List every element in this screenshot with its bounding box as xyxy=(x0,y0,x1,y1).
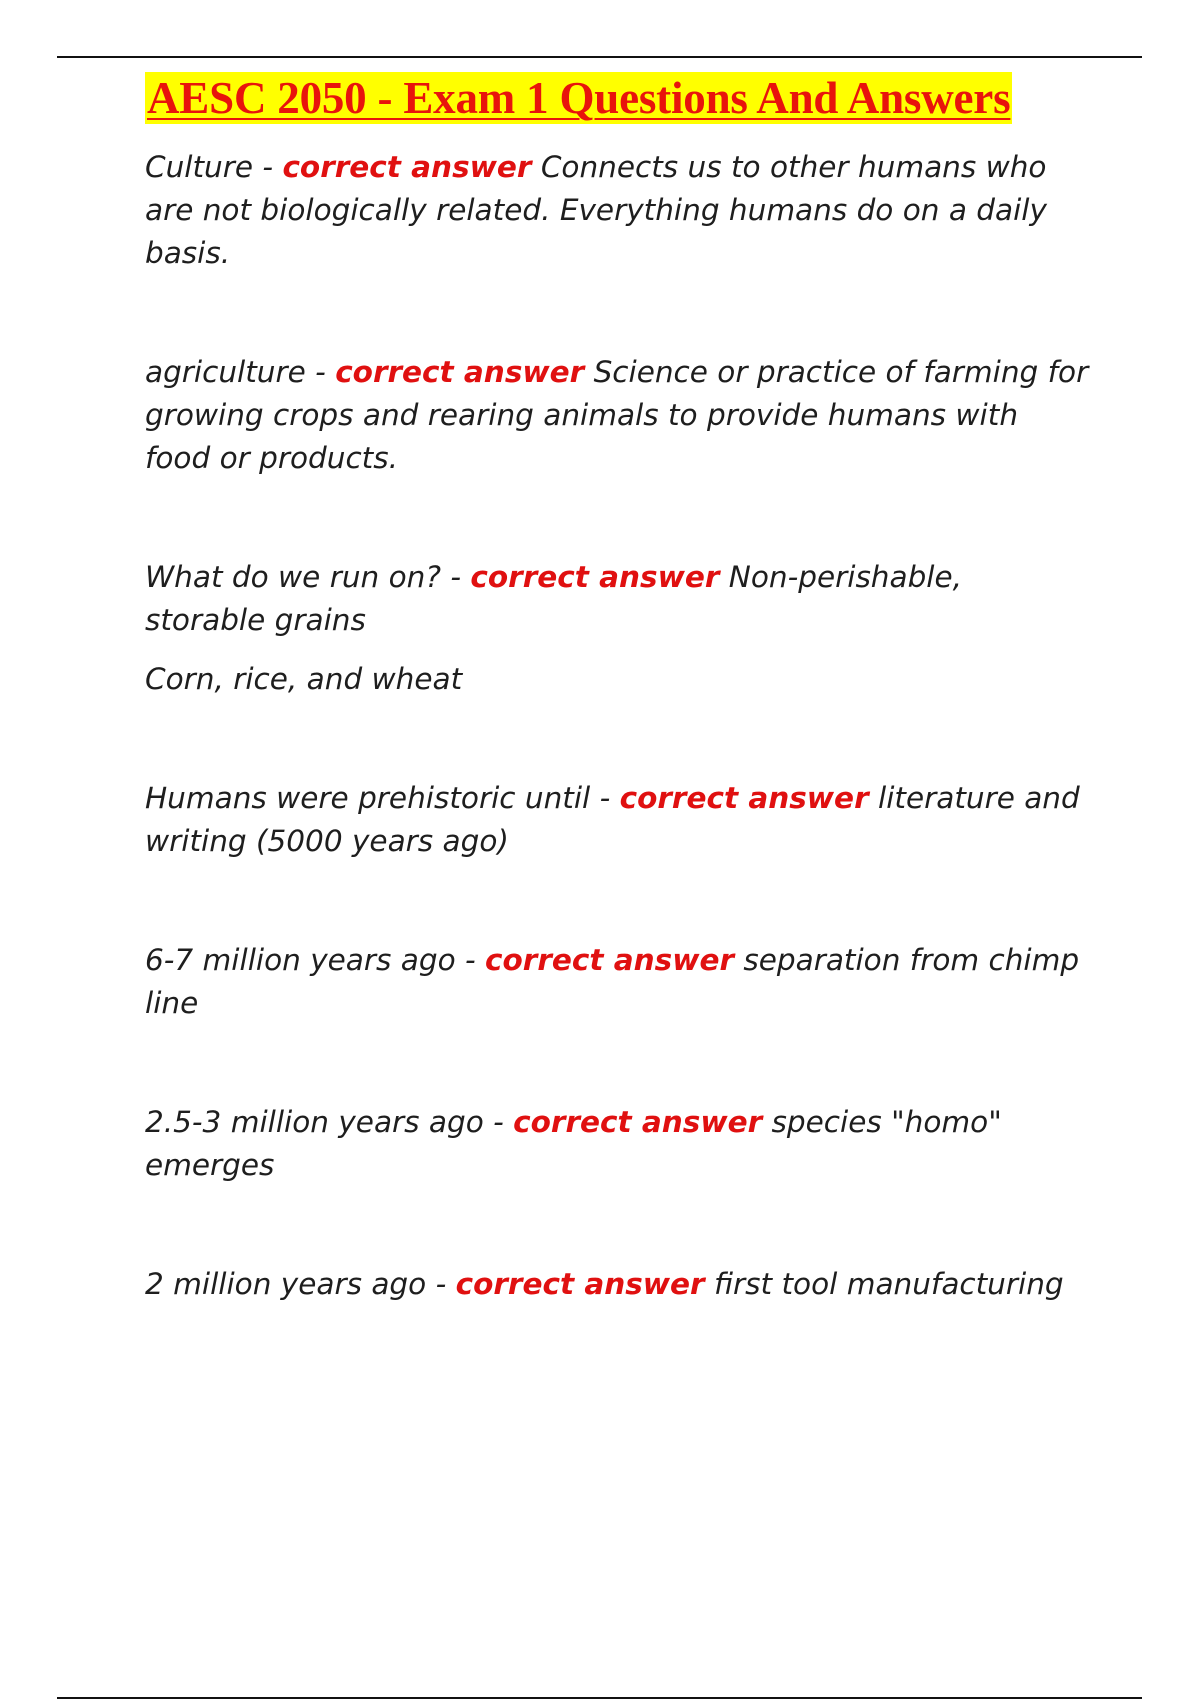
answer-text: species "homo" emerges xyxy=(145,1105,1002,1182)
qa-text xyxy=(145,777,1090,863)
qa-item-6-7-million xyxy=(145,939,1090,1025)
answer-text: Science or practice of farming for growing crops and rearing animals to provide humans with food or products. xyxy=(145,355,1089,475)
question-text: 2 million years ago - xyxy=(145,1267,456,1301)
answer-extra-line: Corn, rice, and wheat xyxy=(145,662,463,696)
qa-item-2-million xyxy=(145,1263,1090,1306)
question-text: Humans were prehistoric until - xyxy=(145,781,620,815)
question-text: 6-7 million years ago - xyxy=(145,943,486,977)
qa-text xyxy=(145,1263,1090,1306)
qa-text xyxy=(145,146,1090,275)
correct-answer-label: correct answer xyxy=(282,150,532,184)
page-title: AESC 2050 - Exam 1 Questions And Answers xyxy=(147,73,1011,123)
correct-answer-label: correct answer xyxy=(513,1105,763,1139)
qa-text xyxy=(145,556,1090,642)
qa-item-2-5-3-million xyxy=(145,1101,1090,1187)
answer-text: first tool manufacturing xyxy=(704,1267,1064,1301)
question-text: agriculture - xyxy=(145,355,336,389)
top-rule xyxy=(57,56,1142,58)
question-text: What do we run on? - xyxy=(145,560,471,594)
answer-text: Non-perishable, storable grains xyxy=(145,560,963,637)
answer-text: separation from chimp line xyxy=(145,943,1080,1020)
qa-text xyxy=(145,1101,1090,1187)
qa-text xyxy=(145,939,1090,1025)
correct-answer-label: correct answer xyxy=(485,943,735,977)
correct-answer-label: correct answer xyxy=(470,560,720,594)
answer-text: literature and writing (5000 years ago) xyxy=(145,781,1080,858)
qa-text xyxy=(145,351,1090,480)
qa-item-prehistoric xyxy=(145,777,1090,863)
qa-item-agriculture xyxy=(145,351,1090,480)
qa-item-what-do-we-run-on xyxy=(145,556,1090,701)
correct-answer-label: correct answer xyxy=(455,1267,705,1301)
qa-item-culture xyxy=(145,146,1090,275)
question-text: Culture - xyxy=(145,150,283,184)
answer-text: Connects us to other humans who are not biologically related. Everything humans do on a daily basis. xyxy=(145,150,1047,270)
question-text: 2.5-3 million years ago - xyxy=(145,1105,514,1139)
correct-answer-label: correct answer xyxy=(335,355,585,389)
document-body xyxy=(145,72,1090,1306)
correct-answer-label: correct answer xyxy=(619,781,869,815)
bottom-rule xyxy=(57,1697,1142,1699)
